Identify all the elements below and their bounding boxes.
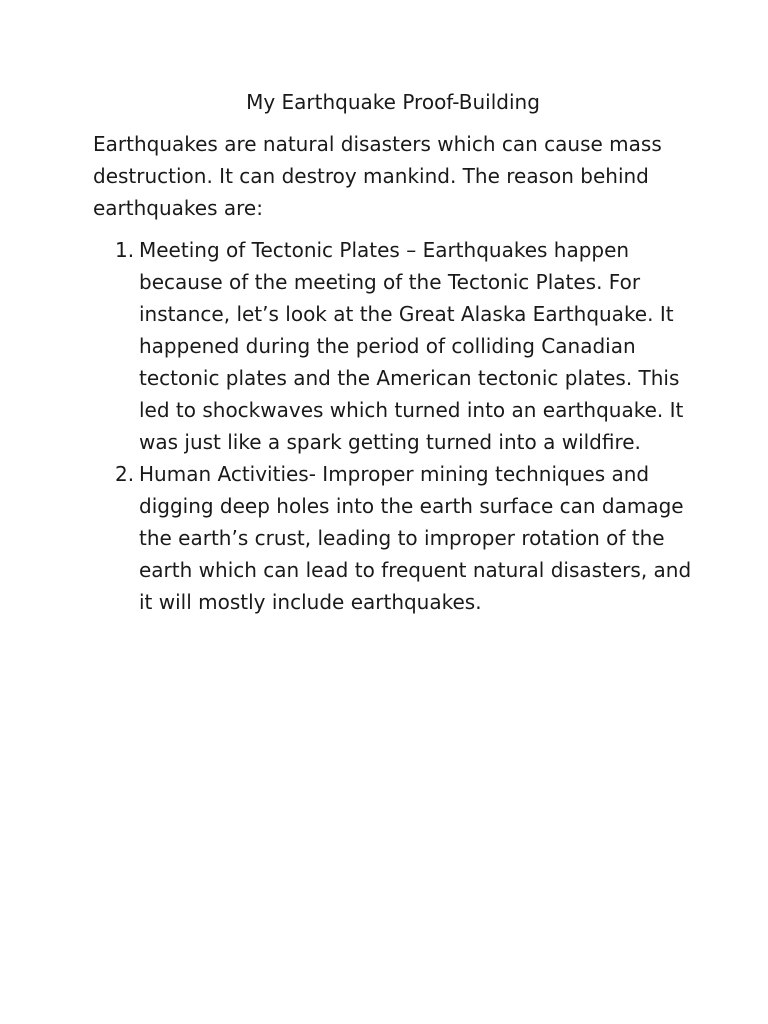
list-item <box>93 458 693 618</box>
document-title: My Earthquake Proof-Building <box>246 90 540 114</box>
list-item-number: 1. <box>115 238 135 262</box>
list-item-text: Human Activities- Improper mining techniques and digging deep holes into the earth surface can damage the earth’s crust, leading to improper rotation of the earth which can lead to frequent natural disasters, and it will mostly include earthquakes. <box>139 462 692 614</box>
list-item <box>93 234 693 458</box>
document-page <box>93 88 693 618</box>
list-item-text: Meeting of Tectonic Plates – Earthquakes happen because of the meeting of the Tectonic Plates. For instance, let’s look at the Great Alaska Earthquake. It happened during the period of colliding Canadian tectonic plates and the American tectonic plates. This led to shockwaves which turned into an earthquake. It was just like a spark getting turned into a wildfire. <box>139 238 684 454</box>
intro-paragraph: Earthquakes are natural disasters which can cause mass destruction. It can destroy mankind. The reason behind earthquakes are: <box>93 132 662 220</box>
reasons-list <box>93 234 693 618</box>
list-item-number: 2. <box>115 462 135 486</box>
